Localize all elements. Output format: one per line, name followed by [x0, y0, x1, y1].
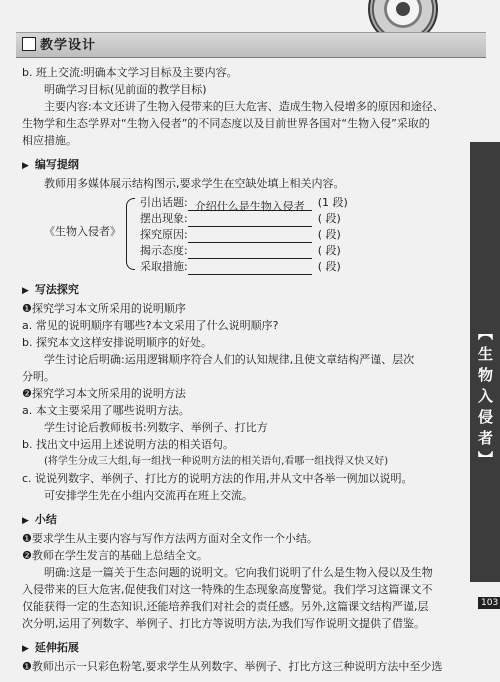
outline-row: 采取措施: ( 段) — [140, 260, 341, 273]
intro-main-line: 生物学和生态学界对“生物入侵者”的不同态度以及目前世界各国对“生物入侵”采取的 — [22, 117, 430, 130]
triangle-bullet-icon: ▶ — [22, 644, 29, 654]
summary-line: ❷教师在学生发言的基础上总结全文。 — [22, 549, 208, 562]
summary-line: 次分明,运用了列数字、举例子、打比方等说明方法,为我们写作说明文提供了借鉴。 — [22, 617, 425, 630]
writing-line: b. 找出文中运用上述说明方法的相关语句。 — [22, 438, 234, 451]
outline-brace — [126, 198, 135, 270]
outline-row: 探究原因: ( 段) — [140, 228, 341, 241]
writing-line: (将学生分成三大组,每一组找一种说明方法的相关语句,看哪一组找得又快又好) — [44, 456, 389, 467]
section-heading-outline: ▶ 编写提纲 — [22, 156, 466, 175]
outline-row: 引出话题: 介绍什么是生物入侵者 (1 段) — [140, 196, 348, 213]
intro-b-line: b. 班上交流:明确本文学习目标及主要内容。 — [22, 66, 238, 79]
writing-line: ❷探究学习本文所采用的说明方法 — [22, 387, 186, 400]
writing-line: 分明。 — [22, 370, 55, 383]
writing-line: b. 探究本文这样安排说明顺序的好处。 — [22, 336, 212, 349]
writing-line: 可安排学生先在小组内交流再在班上交流。 — [44, 489, 253, 502]
outline-root: 《生物入侵者》 — [44, 225, 121, 238]
writing-line: 学生讨论后教师板书:列数字、举例子、打比方 — [44, 421, 268, 434]
outline-diagram — [44, 194, 466, 274]
extension-line: ❶教师出示一只彩色粉笔,要求学生从列数字、举例子、打比方这三种说明方法中至少选 — [22, 660, 443, 673]
intro-main-line: 主要内容:本文还讲了生物入侵带来的巨大危害、造成生物入侵增多的原因和途径、 — [44, 100, 444, 113]
outline-blank: 介绍什么是生物入侵者 — [188, 198, 312, 211]
writing-line: ❶探究学习本文所采用的说明顺序 — [22, 302, 186, 315]
section-heading-writing: ▶ 写法探究 — [22, 281, 466, 300]
triangle-bullet-icon: ▶ — [22, 286, 29, 296]
section-heading-extension: ▶ 延伸拓展 — [22, 639, 466, 658]
side-tab-label: 【生物入侵者】 — [476, 325, 494, 472]
content-body — [22, 64, 466, 675]
outline-row: 摆出现象: ( 段) — [140, 212, 341, 225]
summary-line: 仅能获得一定的生态知识,还能培养我们对社会的责任感。另外,这篇课文结构严谨,层 — [22, 600, 429, 613]
writing-line: c. 说说列数字、举例子、打比方的说明方法的作用,并从文中各举一例加以说明。 — [22, 472, 413, 485]
checkbox-square-icon — [22, 37, 36, 51]
intro-main-line: 相应措施。 — [22, 134, 77, 147]
writing-line: a. 本文主要采用了哪些说明方法。 — [22, 404, 190, 417]
outline-row: 揭示态度: ( 段) — [140, 244, 341, 257]
summary-line: 明确:这是一篇关于生态问题的说明文。它向我们说明了什么是生物入侵以及生物 — [44, 566, 433, 579]
outline-blank — [188, 262, 312, 275]
writing-line: a. 常见的说明顺序有哪些?本文采用了什么说明顺序? — [22, 319, 279, 332]
header-title: 教学设计 — [40, 38, 97, 53]
section-heading-summary: ▶ 小结 — [22, 511, 466, 530]
summary-line: ❶要求学生从主要内容与写作方法两方面对全文作一个小结。 — [22, 532, 318, 545]
triangle-bullet-icon: ▶ — [22, 516, 29, 526]
page-number: 103 — [478, 597, 500, 609]
triangle-bullet-icon: ▶ — [22, 161, 29, 171]
outline-instruction: 教师用多媒体展示结构图示,要求学生在空缺处填上相关内容。 — [44, 177, 345, 190]
intro-goal-line: 明确学习目标(见前面的教学目标) — [44, 83, 207, 96]
summary-line: 入侵带来的巨大危害,促使我们对这一特殊的生态现象高度警觉。我们学习这篇课文不 — [22, 583, 433, 596]
writing-line: 学生讨论后明确:运用逻辑顺序符合人们的认知规律,且使文章结构严谨、层次 — [44, 353, 415, 366]
